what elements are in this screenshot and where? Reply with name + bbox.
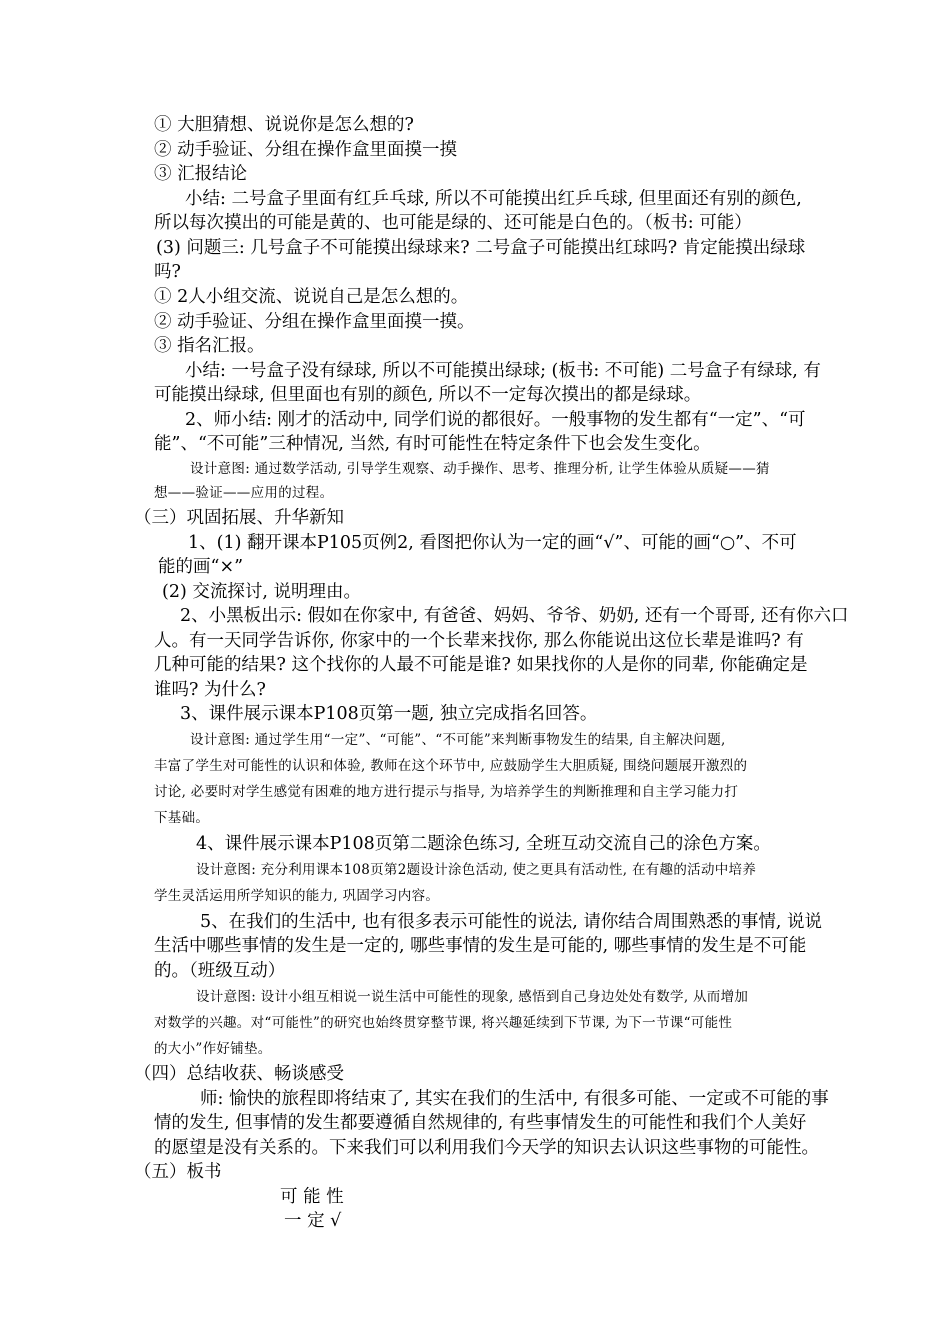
design-note-line: 对数学的兴趣。对“可能性”的研究也始终贯穿整节课, 将兴趣延续到下节课, 为下一节课“可能性: [154, 1015, 733, 1031]
design-note-line: 的大小”作好铺垫。: [154, 1041, 272, 1057]
text-line: 的。（班级互动）: [154, 961, 286, 981]
text-line: ③ 指名汇报。: [154, 336, 265, 356]
design-note-line: 讨论, 必要时对学生感觉有困难的地方进行提示与指导, 为培养学生的判断推理和自主学习能力打: [154, 784, 739, 800]
text-line: 几种可能的结果? 这个找你的人最不可能是谁? 如果找你的人是你的同辈, 你能确定是: [154, 655, 808, 675]
text-line: 1、(1) 翻开课本P105页例2, 看图把你认为一定的画“√”、可能的画“○”、不可: [188, 533, 797, 553]
text-line: 小结: 二号盒子里面有红乒乓球, 所以不可能摸出红乒乓球, 但里面还有别的颜色,: [185, 189, 802, 209]
text-line: 的愿望是没有关系的。下来我们可以利用我们今天学的知识去认识这些事物的可能性。: [154, 1138, 819, 1158]
text-line: 能”、“不可能”三种情况, 当然, 有时可能性在特定条件下也会发生变化。: [154, 434, 711, 454]
text-line: ① 大胆猜想、说说你是怎么想的?: [154, 115, 414, 135]
text-line: 5、在我们的生活中, 也有很多表示可能性的说法, 请你结合周围熟悉的事情, 说说: [200, 912, 823, 932]
text-line: 2、小黑板出示: 假如在你家中, 有爸爸、妈妈、爷爷、奶奶, 还有一个哥哥, 还有你六口: [180, 606, 849, 626]
design-note-line: 想——验证——应用的过程。: [154, 485, 334, 501]
section-heading: （五）板书: [134, 1162, 222, 1182]
text-line: ② 动手验证、分组在操作盒里面摸一摸: [154, 140, 458, 160]
text-line: 2、师小结: 刚才的活动中, 同学们说的都很好。一般事物的发生都有“一定”、“可: [185, 410, 806, 430]
text-line: ① 2人小组交流、说说自己是怎么想的。: [154, 287, 469, 307]
text-line: 情的发生, 但事情的发生都要遵循自然规律的, 有些事情发生的可能性和我们个人美好: [154, 1113, 807, 1133]
text-line: ② 动手验证、分组在操作盒里面摸一摸。: [154, 312, 475, 332]
text-line: 能的画“×”: [158, 557, 244, 577]
text-line: 人。有一天同学告诉你, 你家中的一个长辈来找你, 那么你能说出这位长辈是谁吗? 有: [154, 631, 804, 651]
text-line: 生活中哪些事情的发生是一定的, 哪些事情的发生是可能的, 哪些事情的发生是不可能: [154, 936, 807, 956]
design-note-line: 设计意图: 通过学生用“一定”、“可能”、“不可能”来判断事物发生的结果, 自主解决问题,: [190, 732, 726, 748]
design-note-line: 学生灵活运用所学知识的能力, 巩固学习内容。: [154, 888, 440, 904]
design-note-line: 下基础。: [154, 810, 210, 826]
design-note-line: 设计意图: 充分利用课本108页第2题设计涂色活动, 使之更具有活动性, 在有趣的活动中培养: [196, 862, 757, 878]
text-line: ③ 汇报结论: [154, 164, 248, 184]
text-line: 可能摸出绿球, 但里面也有别的颜色, 所以不一定每次摸出的都是绿球。: [154, 385, 702, 405]
design-note-line: 设计意图: 通过数学活动, 引导学生观察、动手操作、思考、推理分析, 让学生体验从质疑——猜: [190, 461, 770, 477]
text-line: 吗?: [154, 262, 181, 282]
design-note-line: 丰富了学生对可能性的认识和体验, 教师在这个环节中, 应鼓励学生大胆质疑, 围绕问题展开激烈的: [154, 758, 748, 774]
text-line: (3) 问题三: 几号盒子不可能摸出绿球来? 二号盒子可能摸出红球吗? 肯定能摸出绿球: [156, 238, 806, 258]
text-line: 4、课件展示课本P108页第二题涂色练习, 全班互动交流自己的涂色方案。: [196, 834, 771, 854]
board-title: 可 能 性: [280, 1187, 344, 1207]
section-heading: （三）巩固拓展、升华新知: [134, 508, 344, 528]
text-line: 师: 愉快的旅程即将结束了, 其实在我们的生活中, 有很多可能、一定或不可能的事: [200, 1089, 829, 1109]
text-line: 谁吗? 为什么?: [154, 680, 266, 700]
board-line: 一 定 √: [284, 1211, 342, 1231]
text-line: 小结: 一号盒子没有绿球, 所以不可能摸出绿球; (板书: 不可能) 二号盒子有绿球, 有: [185, 361, 821, 381]
text-line: (2) 交流探讨, 说明理由。: [162, 582, 361, 602]
section-heading: （四）总结收获、畅谈感受: [134, 1064, 344, 1084]
text-line: 所以每次摸出的可能是黄的、也可能是绿的、还可能是白色的。（板书: 可能）: [154, 213, 752, 233]
text-line: 3、课件展示课本P108页第一题, 独立完成指名回答。: [180, 704, 598, 724]
design-note-line: 设计意图: 设计小组互相说一说生活中可能性的现象, 感悟到自己身边处处有数学, 从而增加: [196, 989, 749, 1005]
